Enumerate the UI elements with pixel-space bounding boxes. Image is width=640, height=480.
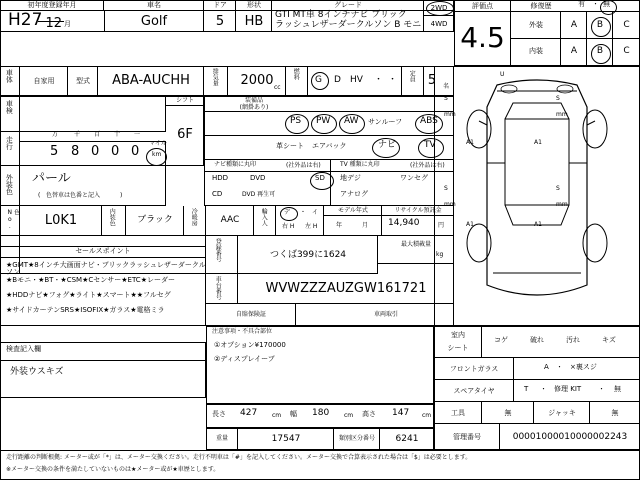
regno-value: つくば399に1624 bbox=[269, 250, 347, 261]
cool-value: AAC bbox=[220, 215, 240, 226]
diagram-mark-a1d: A1 bbox=[534, 221, 542, 228]
sales-line-1: ★GMT★8インチ大画面ナビ・ブリックラッシュレザーダークルソン bbox=[6, 261, 206, 277]
class-label: 類別区分番号 bbox=[338, 434, 375, 442]
int-grade-b: B bbox=[596, 46, 604, 57]
int-grade-a: A bbox=[570, 46, 578, 57]
equip-label: 装備品 bbox=[244, 97, 263, 105]
front-glass-opt2: ×裏スジ bbox=[570, 363, 597, 371]
doors-value: 5 bbox=[215, 14, 225, 30]
insurance-label: 自賠保険証 bbox=[235, 310, 266, 318]
spare-dot2: ・ bbox=[598, 385, 605, 393]
exterior-label: 外装 bbox=[529, 21, 543, 30]
car-name-label: 車名 bbox=[147, 1, 161, 10]
seats-value: 5 bbox=[427, 73, 437, 89]
equip-aw: AW bbox=[344, 116, 359, 126]
shift-label: シフト bbox=[175, 96, 194, 104]
notes-title: 注意事項・不具合部位 bbox=[212, 328, 273, 335]
int-grade-c: C bbox=[623, 46, 630, 57]
recycle-unit: 円 bbox=[438, 222, 445, 229]
notes-block bbox=[206, 326, 434, 404]
mileage-unit-man: 万 bbox=[52, 131, 59, 138]
equip-airbag: エアバック bbox=[312, 142, 347, 150]
seat-cond-label: シート bbox=[447, 343, 469, 352]
tv-digital: 地デジ bbox=[340, 174, 361, 182]
rhd-label: 右 H bbox=[282, 223, 295, 230]
reg-month-value: 12 bbox=[45, 16, 62, 31]
maxload-label: 最大積載量 bbox=[400, 240, 431, 248]
seats-unit: 名 bbox=[443, 83, 450, 90]
grade-line1: GTI MT車 8インチナビ ブリック bbox=[275, 10, 407, 20]
colorno-label: 色No. bbox=[6, 209, 20, 230]
ext-grade-b: B bbox=[596, 20, 604, 31]
doors-label: ドア bbox=[213, 1, 227, 10]
spare-label: スペアタイヤ bbox=[453, 386, 495, 395]
mileage-digit-5: 0 bbox=[131, 144, 140, 159]
cond-yogore: 汚れ bbox=[566, 336, 580, 344]
hand-opt-1: デ bbox=[284, 209, 291, 216]
inspection-value-cell bbox=[20, 96, 166, 132]
notes-item-2: ②ディスプレイーブ bbox=[214, 355, 275, 363]
diagram-mark-a1c: A1 bbox=[466, 221, 474, 228]
mileage-units-row bbox=[20, 132, 166, 142]
mileage-km-label: km bbox=[152, 151, 162, 158]
height-value: 147 bbox=[392, 408, 410, 418]
spare-t: T bbox=[524, 385, 529, 393]
nav-dvd: DVD bbox=[250, 174, 266, 182]
inspection-label: 車検 bbox=[5, 100, 14, 114]
mileage-digit-3: 0 bbox=[91, 144, 100, 159]
rating-value: 4.5 bbox=[460, 21, 505, 55]
equip-abs: ABS bbox=[420, 116, 438, 126]
diagram-mm-4: mm bbox=[556, 201, 568, 208]
reg-year-label: 初年度登録年月 bbox=[27, 1, 77, 10]
spare-none: 無 bbox=[614, 385, 621, 393]
length-value: 427 bbox=[240, 408, 258, 418]
class-value: 6241 bbox=[395, 434, 419, 445]
mileage-unit-ichi: 一 bbox=[134, 131, 141, 138]
fuel-label: 燃料 bbox=[292, 68, 300, 80]
jack-label: ジャッキ bbox=[548, 408, 576, 417]
hand-label: 輪入人 bbox=[260, 208, 268, 226]
cond-kizu: キズ bbox=[602, 336, 616, 344]
grade-line2: ラッシュレザーダークルソン B モニ bbox=[275, 20, 422, 30]
disp-value: 2000 bbox=[240, 73, 274, 89]
model-year-label: モデル年式 bbox=[338, 206, 368, 214]
ext-grade-a: A bbox=[570, 20, 578, 31]
sales-line-3: ★HDDナビ★フォグ★ライト★スマート★★フルセグ bbox=[6, 291, 171, 299]
disp-unit: cc bbox=[274, 84, 281, 91]
ext-b-circle bbox=[591, 17, 611, 37]
cool-label: 冷暖房 bbox=[190, 208, 198, 226]
sales-title: セールスポイント bbox=[0, 247, 206, 258]
mileage-km-circle bbox=[146, 148, 167, 166]
nav-sd: SD bbox=[315, 174, 325, 182]
length-label: 長さ bbox=[212, 410, 226, 418]
fuel-opt-g: G bbox=[315, 75, 322, 85]
color-note-right: ) bbox=[120, 192, 123, 199]
repair-dot: ・ bbox=[592, 0, 599, 8]
equip-sunroof: サンルーフ bbox=[368, 118, 403, 126]
color-label: 外装色 bbox=[5, 174, 14, 195]
equip-navi-circle bbox=[372, 138, 400, 158]
model-year-year: 年 bbox=[336, 222, 343, 229]
interior-cond-label: 室内 bbox=[451, 330, 465, 339]
seats-label: 定員 bbox=[408, 70, 416, 82]
tv-oneseg: ワンセグ bbox=[400, 174, 428, 182]
hand-opt-circle bbox=[280, 207, 298, 221]
diagram-mark-s1: S bbox=[444, 95, 448, 102]
diagram-mark-a1b: A1 bbox=[534, 139, 542, 146]
hand-opt-2: ・ bbox=[300, 209, 307, 216]
colorno-value: L0K1 bbox=[44, 213, 78, 229]
sales-line-4: ★サイドカーテンSRS★ISOFIX★ガラス★電格ミラ bbox=[6, 306, 165, 314]
diagram-mark-s3: S bbox=[444, 185, 448, 192]
diagram-mark-s2: S bbox=[556, 95, 560, 102]
inspection-note-body: 外装ウスキズ bbox=[10, 367, 64, 377]
shape-label: 形状 bbox=[247, 1, 261, 10]
chassisno-label: 車台番号 bbox=[214, 276, 222, 300]
weight-label: 重量 bbox=[215, 434, 228, 442]
front-glass-dot: ・ bbox=[556, 363, 563, 371]
model-year-month: 月 bbox=[362, 222, 369, 229]
footer-line-1: 走行距離の判断根拠: メーター或が「*」は、メーター交換ください。走行不明車は「#」を記入してください。メーター交換で合算表示された場合は「$」は必要とします。 bbox=[6, 454, 472, 461]
spare-kit: 修理 KIT bbox=[554, 385, 582, 393]
mileage-unit-sen: 千 bbox=[74, 131, 81, 138]
cond-koge: コゲ bbox=[494, 336, 508, 344]
tv-analog: アナログ bbox=[340, 190, 368, 198]
width-value: 180 bbox=[312, 408, 330, 418]
mileage-digit-4: 0 bbox=[111, 144, 120, 159]
interior-color-label: 内装色 bbox=[108, 208, 116, 226]
repair-no: 無 bbox=[603, 0, 610, 8]
diagram-mm-3: mm bbox=[444, 201, 456, 208]
reg-divider bbox=[38, 21, 64, 23]
spare-dot1: ・ bbox=[540, 385, 547, 393]
diagram-mm-1: mm bbox=[444, 111, 456, 118]
nav-hdd: HDD bbox=[212, 174, 229, 182]
diagram-mm-2: mm bbox=[556, 111, 568, 118]
repair-yes: 有 bbox=[578, 0, 585, 8]
regno-lbl-cell bbox=[206, 236, 238, 274]
tv-label: TV 種類に丸印 bbox=[340, 161, 380, 168]
nav-dvd-play: DVD 再生可 bbox=[242, 191, 276, 198]
lhd-label: 左 H bbox=[305, 223, 318, 230]
equip-note: (網掛あり) bbox=[239, 103, 269, 111]
equip-leather-label: 革シート bbox=[276, 142, 304, 150]
model-label: 型式 bbox=[76, 77, 90, 86]
diagram-mark-s4: S bbox=[556, 185, 560, 192]
width-label: 幅 bbox=[290, 410, 297, 418]
sales-line-2: ★Bモニ・★BT・★CSM★Cセンサー★ETC★レーダー bbox=[6, 276, 175, 284]
mileage-label: 走行 bbox=[5, 136, 14, 150]
footer-line-2: ※メーター交換の条件を満たしていないものは★メーター或が★車歴とします。 bbox=[6, 466, 220, 473]
mgmt-label: 管理番号 bbox=[453, 432, 481, 441]
fuel-opt-d3: ・ bbox=[374, 75, 384, 85]
interior-color-value: ブラック bbox=[137, 215, 173, 226]
regno-label: 登録番号 bbox=[214, 238, 222, 262]
equip-aw-circle bbox=[339, 114, 365, 134]
fuel-opt-d: D bbox=[334, 75, 341, 85]
disp-label: 排気量 bbox=[211, 68, 219, 86]
equip-pw-circle bbox=[311, 114, 337, 134]
front-glass-mark: A bbox=[544, 363, 549, 371]
equip-ps-circle bbox=[285, 114, 309, 134]
equip-ps: PS bbox=[290, 116, 302, 126]
rating-label: 評価点 bbox=[472, 1, 493, 10]
mileage-unit-hyaku: 百 bbox=[94, 131, 101, 138]
nav-cd: CD bbox=[212, 190, 223, 198]
model-value: ABA-AUCHH bbox=[112, 73, 190, 89]
equip-navi: ナビ bbox=[378, 140, 397, 150]
chassisno-label-cell bbox=[206, 274, 238, 304]
diagram-mark-u: U bbox=[500, 71, 505, 78]
mileage-digit-1: 5 bbox=[50, 144, 59, 159]
int-b-circle bbox=[591, 44, 611, 64]
nav-note: (社外品は右) bbox=[286, 162, 321, 169]
drive-2wd-label: 2WD bbox=[430, 3, 448, 12]
width-unit: cm bbox=[344, 412, 354, 419]
shape-value: HB bbox=[244, 14, 264, 30]
length-unit: cm bbox=[272, 412, 282, 419]
tools-value: 無 bbox=[504, 408, 512, 417]
own-label: 自家用 bbox=[33, 77, 55, 86]
recycle-label: リサイクル預託金 bbox=[394, 206, 442, 214]
car-diagram bbox=[435, 67, 639, 325]
fuel-opt-d4: ・ bbox=[388, 75, 398, 85]
hand-opt-3: イ bbox=[312, 209, 319, 216]
grade-label: グレード bbox=[334, 1, 362, 10]
front-glass-label: フロントガラス bbox=[449, 364, 499, 373]
weight-value: 17547 bbox=[271, 434, 301, 445]
ext-grade-c: C bbox=[623, 20, 630, 31]
recycle-value: 14,940 bbox=[388, 218, 420, 228]
tv-note: (社外品は右) bbox=[410, 162, 445, 169]
chassisno-value: WVWZZZAUZGW161721 bbox=[265, 281, 427, 297]
car-name-value: Golf bbox=[140, 14, 168, 30]
model-year-value-cell bbox=[324, 216, 382, 236]
height-unit: cm bbox=[422, 412, 432, 419]
shift-value: 6F bbox=[177, 127, 193, 143]
tools-label: 工具 bbox=[451, 408, 465, 417]
cond-yabure: 破れ bbox=[530, 336, 544, 344]
equip-tv: TV bbox=[424, 140, 436, 150]
mileage-digit-2: 8 bbox=[71, 144, 80, 159]
notes-item-1: ①オプション¥170000 bbox=[214, 341, 286, 349]
interior-label: 内装 bbox=[529, 47, 543, 56]
inspection-note-title: 検査記入欄 bbox=[6, 345, 41, 353]
color-value: パール bbox=[32, 171, 71, 186]
reg-month-unit: 月 bbox=[64, 20, 71, 28]
mgmt-value: 00001000010000002243 bbox=[512, 432, 628, 443]
drive-2wd-circle bbox=[426, 1, 454, 16]
nav-label: ナビ種類に丸印 bbox=[214, 161, 257, 168]
repair-label: 修復歴 bbox=[530, 1, 552, 10]
mileage-unit-juu: 十 bbox=[114, 131, 121, 138]
diagram-mark-a1a: A1 bbox=[466, 139, 474, 146]
inspection-note-divider bbox=[0, 360, 206, 361]
maxload-unit: kg bbox=[436, 251, 444, 258]
mileage-mile-label: マイル bbox=[149, 140, 167, 147]
reg-year-value: H27 bbox=[8, 10, 43, 30]
fuel-opt-hv: HV bbox=[350, 75, 363, 85]
jack-value: 無 bbox=[611, 408, 619, 417]
fuel-g-circle bbox=[311, 72, 329, 90]
drive-4wd-label: 4WD bbox=[430, 19, 448, 28]
height-label: 高さ bbox=[362, 410, 376, 418]
color-note-left: ( bbox=[38, 192, 41, 199]
chassis-label: 車体 bbox=[5, 69, 14, 83]
equip-pw: PW bbox=[316, 116, 331, 126]
vehicle-check-label: 車両取引 bbox=[373, 310, 398, 318]
color-note-text: 色替車は色番と記入 bbox=[46, 192, 101, 199]
